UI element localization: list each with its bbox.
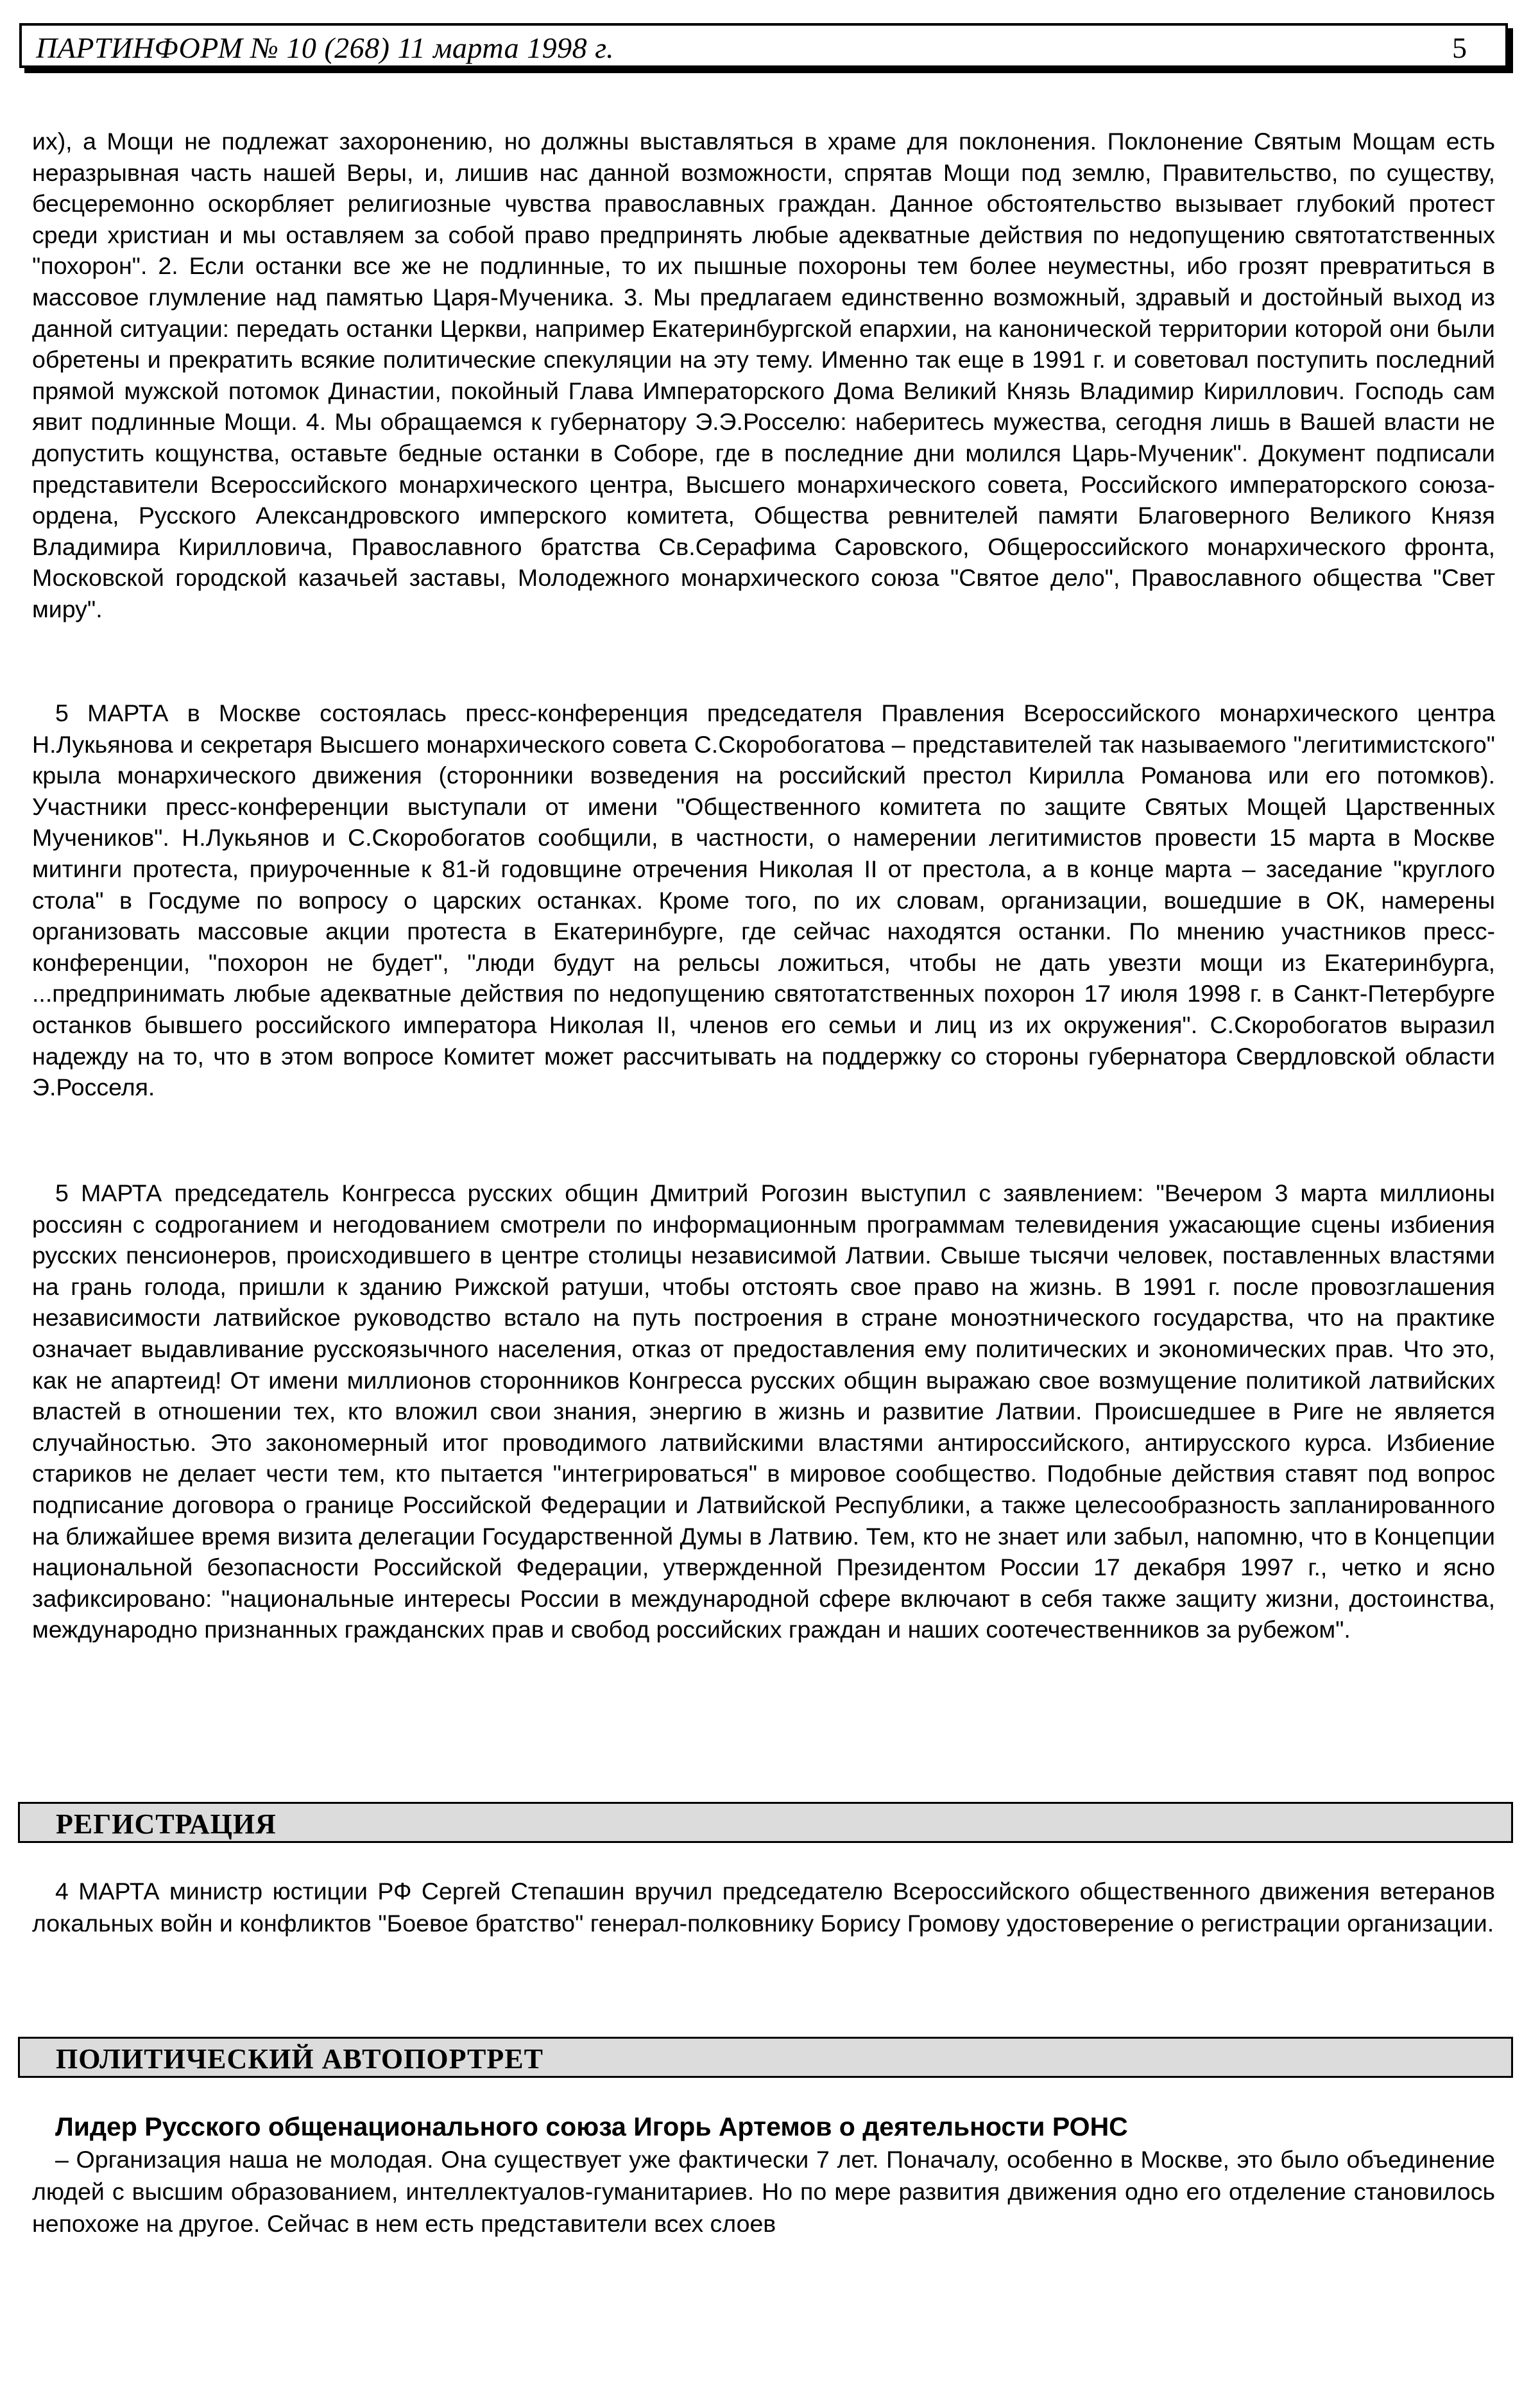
paragraph-rogozin-statement: 5 МАРТА председатель Конгресса русских общин Дмитрий Рогозин выступил с заявлением: "Вечером 3 марта миллионы россиян с содроганием и негодованием смотрели по информационным программам телевидения ужасающие сцены избиения русских пенсионеров, происходившего в центре столицы независимой Латвии. Свыше тысячи человек, поставленных властями на грань голода, пришли к зданию Рижской ратуши, чтобы отстоять свое право на жизнь. В 1991 г. после провозглашения независимости латвийское руководство встало на путь построения в стране моноэтнического государства, что на практике означает выдавливание русскоязычного населения, отказ от предоставления ему политических и экономических прав. Что это, как не апартеид! От имени миллионов сторонников Конгресса русских общин выражаю свое возмущение политикой латвийских властей в отношении тех, кто вложил свои знания, энергию в жизнь и развитие Латвии. Происшедшее в Риге не является случайностью. Это закономерный итог проводимого латвийскими властями антироссийского, антирусского курса. Избиение стариков не делает чести тем, кто пытается "интегрироваться" в мировое сообщество. Подобные действия ставят под вопрос подписание договора о границе Российской Федерации и Латвийской Республики, а также целесообразность запланированного на ближайшее время визита делегации Государственной Думы в Латвию. Тем, кто не знает или забыл, напомню, что в Концепции национальной безопасности Российской Федерации, утвержденной Президентом России 17 декабря 1997 г., четко и ясно зафиксировано: "национальные интересы России в международной сфере включают в себя также защиту жизни, достоинства, международно признанных гражданских прав и свобод российских граждан и наших соотечественников за рубежом". xyxy=(32,1179,1495,1643)
section-header-political-portrait xyxy=(18,2037,1513,2078)
publication-title: ПАРТИНФОРМ № 10 (268) 11 марта 1998 г. xyxy=(36,31,614,64)
paragraph-monarchist-statement: их), а Мощи не подлежат захоронению, но должны выставляться в храме для поклонения. Поклонение Святым Мощам есть неразрывная часть нашей Веры, и, лишив нас данной возможности, спрятав Мощи под землю, Правительство, по существу, бесцеремонно оскорбляет религиозные чувства православных граждан. Данное обстоятельство вызывает глубокий протест среди христиан и мы оставляем за собой право предпринять любые адекватные действия по недопущению святотатственных "похорон". 2. Если останки все же не подлинные, то их пышные похороны тем более неуместны, ибо грозят превратиться в массовое глумление над памятью Царя-Мученика. 3. Мы предлагаем единственно возможный, здравый и достойный выход из данной ситуации: передать останки Церкви, например Екатеринбургской епархии, на канонической территории которой они были обретены и прекратить всякие политические спекуляции на эту тему. Именно так еще в 1991 г. и советовал поступить последний прямой мужской потомок Династии, покойный Глава Императорского Дома Великий Князь Владимир Кириллович. Господь сам явит подлинные Мощи. 4. Мы обращаемся к губернатору Э.Э.Росселю: наберитесь мужества, сегодня лишь в Вашей власти не допустить кощунства, оставьте бедные останки в Соборе, где в последние дни молился Царь-Мученик". Документ подписали представители Всероссийского монархического центра, Высшего монархического совета, Российского императорского союза-ордена, Русского Александровского имперского комитета, Общества ревнителей памяти Благоверного Великого Князя Владимира Кирилловича, Православного братства Св.Серафима Саровского, Общероссийского монархического фронта, Московской городской казачьей заставы, Молодежного монархического союза "Святое дело", Православного общества "Свет миру". xyxy=(32,128,1495,622)
page-header xyxy=(19,23,1508,68)
paragraph-press-conference: 5 МАРТА в Москве состоялась пресс-конференция председателя Правления Всероссийского монархического центра Н.Лукьянова и секретаря Высшего монархического совета С.Скоробогатова – представителей так называемого "легитимистского" крыла монархического движения (сторонники возведения на российский престол Кирилла Романова или его потомков). Участники пресс-конференции выступали от имени "Общественного комитета по защите Святых Мощей Царственных Мучеников". Н.Лукьянов и С.Скоробогатов сообщили, в частности, о намерении легитимистов провести 15 марта в Москве митинги протеста, приуроченные к 81-й годовщине отречения Николая II от престола, а в конце марта – заседание "круглого стола" в Госдуме по вопросу о царских останках. Кроме того, по их словам, организации, вошедшие в ОК, намерены организовать массовые акции протеста в Екатеринбурге, где сейчас находятся останки. По мнению участников пресс-конференции, "похорон не будет", "люди будут на рельсы ложиться, чтобы не дать увезти мощи из Екатеринбурга, ...предпринимать любые адекватные действия по недопущению святотатственных похорон 17 июля 1998 г. в Санкт-Петербурге останков бывшего российского императора Николая II, членов его семьи и лиц из их окружения". С.Скоробогатов выразил надежду на то, что в этом вопросе Комитет может рассчитывать на поддержку со стороны губернатора Свердловской области Э.Росселя. xyxy=(32,699,1495,1101)
article-heading-rons: Лидер Русского общенационального союза Игорь Артемов о деятельности РОНС xyxy=(55,2112,1128,2141)
paragraph-registration: 4 МАРТА министр юстиции РФ Сергей Степашин вручил председателю Всероссийского общественного движения ветеранов локальных войн и конфликтов "Боевое братство" генерал-полковнику Борису Громову удостоверение о регистрации организации. xyxy=(32,1878,1495,1937)
page-number: 5 xyxy=(1452,31,1467,64)
section-title-registration: РЕГИСТРАЦИЯ xyxy=(56,1808,277,1840)
section-title-political-portrait: ПОЛИТИЧЕСКИЙ АВТОПОРТРЕТ xyxy=(56,2043,543,2075)
paragraph-artemov-interview: – Организация наша не молодая. Она существует уже фактически 7 лет. Поначалу, особенно в Москве, это было объединение людей с высшим образованием, интеллектуалов-гуманитариев. Но по мере развития движения одно его отделение становилось непохоже на другое. Сейчас в нем есть представители всех слоев xyxy=(32,2146,1495,2237)
section-header-registration xyxy=(18,1802,1513,1843)
